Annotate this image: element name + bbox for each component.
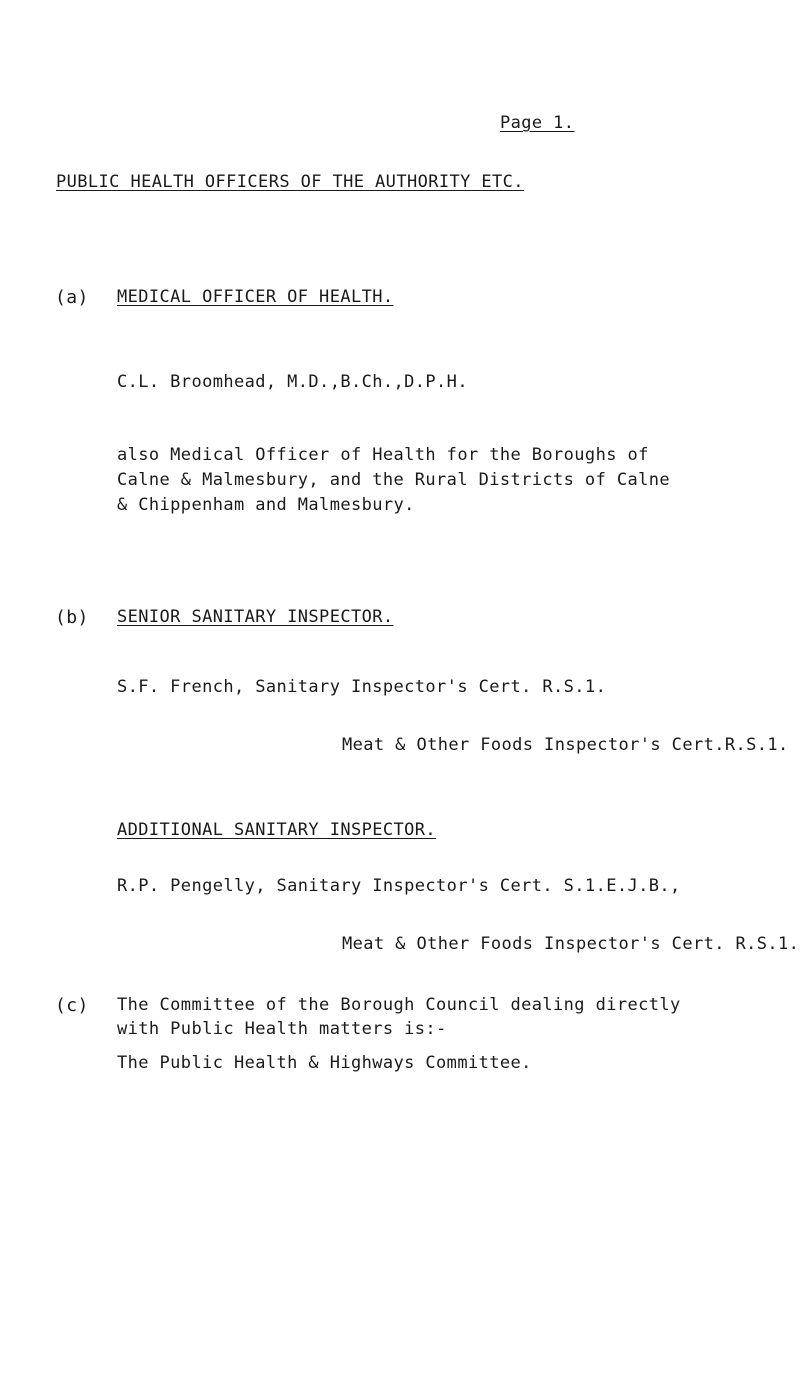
section-c-label: (c) [55,995,89,1016]
section-c-text-line1: The Committee of the Borough Council dealing directly [117,995,681,1015]
section-b-title: SENIOR SANITARY INSPECTOR. [117,607,394,627]
section-a-desc-line1: also Medical Officer of Health for the Boroughs of [117,445,649,465]
section-b-name-line: S.F. French, Sanitary Inspector's Cert. R.S.1. [117,677,607,697]
additional-inspector-title: ADDITIONAL SANITARY INSPECTOR. [117,820,437,840]
page-heading: PUBLIC HEALTH OFFICERS OF THE AUTHORITY ETC. [56,172,524,192]
section-a-label: (a) [55,287,89,308]
section-c-committee: The Public Health & Highways Committee. [117,1053,532,1073]
additional-inspector-name-line: R.P. Pengelly, Sanitary Inspector's Cert. S.1.E.J.B., [117,876,681,896]
section-b-cert-line: Meat & Other Foods Inspector's Cert.R.S.1. [342,735,789,755]
section-a-name: C.L. Broomhead, M.D.,B.Ch.,D.P.H. [117,372,468,392]
section-c-text-line2: with Public Health matters is:- [117,1019,447,1039]
page-number: Page 1. [500,113,575,133]
section-a-title: MEDICAL OFFICER OF HEALTH. [117,287,394,307]
additional-inspector-cert-line: Meat & Other Foods Inspector's Cert. R.S.1. [342,934,800,954]
section-b-label: (b) [55,607,89,628]
section-a-desc-line3: & Chippenham and Malmesbury. [117,495,415,515]
section-a-desc-line2: Calne & Malmesbury, and the Rural Districts of Calne [117,470,671,490]
